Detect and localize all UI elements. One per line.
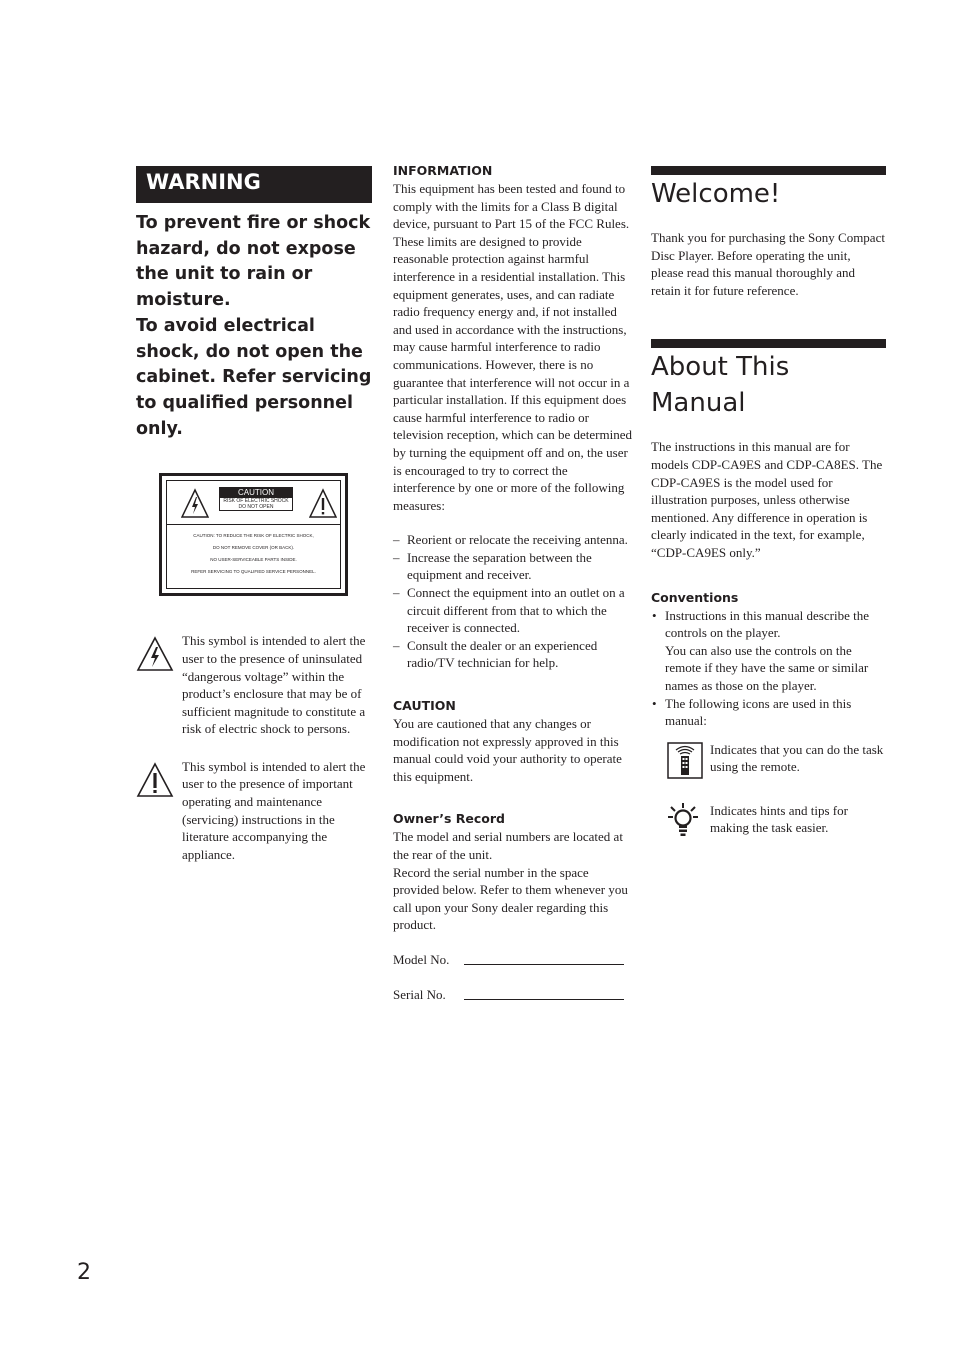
caution-caption-title: CAUTION bbox=[220, 488, 292, 498]
welcome-column bbox=[651, 166, 886, 843]
model-number-label: Model No. bbox=[393, 951, 450, 967]
caution-caption bbox=[219, 487, 293, 511]
exclamation-symbol-text: This symbol is intended to alert the user to the presence of important operating and maintenance (servicing) instructions in the literature accompanying the appliance. bbox=[182, 758, 366, 862]
light-bulb-icon bbox=[667, 802, 699, 838]
exclamation-triangle-icon bbox=[136, 762, 174, 798]
warning-heading: WARNING bbox=[136, 166, 372, 203]
caution-label-text bbox=[167, 525, 340, 578]
remote-icon-text: Indicates that you can do the task using the remote. bbox=[710, 741, 884, 775]
serial-number-blank bbox=[464, 986, 624, 1000]
lightning-symbol-note bbox=[136, 632, 372, 738]
caution-label-line2: DO NOT REMOVE COVER (OR BACK). bbox=[212, 545, 295, 551]
owners-record-body2: Record the serial number in the space provided below. Refer to them whenever you call upon your Sony dealer regarding this product. bbox=[393, 864, 628, 933]
list-item: – Reorient or relocate the receiving antenna. bbox=[393, 531, 633, 549]
lightning-triangle-icon bbox=[136, 636, 174, 672]
warning-statement bbox=[136, 211, 372, 442]
serial-number-field bbox=[393, 986, 633, 1004]
about-rule bbox=[651, 339, 886, 348]
model-number-blank bbox=[464, 951, 624, 965]
warning-line-fire: To prevent fire or shock hazard, do not expose the unit to rain or moisture. bbox=[136, 213, 371, 311]
remote-control-icon bbox=[667, 741, 703, 779]
serial-number-label: Serial No. bbox=[393, 986, 446, 1002]
conventions-bullet1a: Instructions in this manual describe the controls on the player. bbox=[665, 607, 869, 641]
caution-caption-line2: DO NOT OPEN bbox=[238, 504, 274, 511]
conventions-list bbox=[651, 607, 886, 730]
warning-column bbox=[136, 166, 372, 863]
caution-caption-line1: RISK OF ELECTRIC SHOCK bbox=[223, 498, 289, 505]
list-item: – Increase the separation between the equipment and receiver. bbox=[393, 549, 633, 584]
measures-list bbox=[393, 531, 633, 672]
list-item: – Connect the equipment into an outlet on a circuit different from that to which the receiver is connected. bbox=[393, 584, 633, 637]
warning-line-shock: To avoid electrical shock, do not open the cabinet. Refer servicing to qualified personnel only. bbox=[136, 315, 372, 439]
list-item bbox=[651, 607, 886, 695]
caution-heading: CAUTION bbox=[393, 698, 456, 714]
page-number: 2 bbox=[77, 1260, 91, 1285]
welcome-title: Welcome! bbox=[651, 179, 781, 209]
lightning-symbol-text: This symbol is intended to alert the user to the presence of uninsulated “dangerous voltage” within the product’s enclosure that may be of sufficient magnitude to constitute a risk of electric shock to persons. bbox=[182, 633, 366, 737]
welcome-rule bbox=[651, 166, 886, 175]
information-heading: INFORMATION bbox=[393, 163, 493, 178]
about-title: About This Manual bbox=[651, 352, 790, 419]
list-item: – Consult the dealer or an experienced radio/TV technician for help. bbox=[393, 637, 633, 672]
conventions-bullet1b: You can also use the controls on the remote if they have the same or similar names as those on the player. bbox=[665, 642, 869, 693]
caution-label bbox=[159, 473, 348, 596]
information-body: This equipment has been tested and found to comply with the limits for a Class B digital device, pursuant to Part 15 of the FCC Rules. These limits are designed to provide reasonable protection against harmful interference in a residential installation. This equipment generates, uses, and can radiate radio frequency energy and, if not installed and used in accordance with the instructions, may cause harmful interference to radio communications. However, there is no guarantee that interference will not occur in a particular installation. If this equipment does cause harmful interference to radio or television reception, which can be determined by turning the equipment off and on, the user is encouraged to try to correct the interference by one or more of the following measures: bbox=[393, 181, 632, 513]
remote-icon-legend bbox=[651, 741, 886, 784]
about-body: The instructions in this manual are for models CDP-CA9ES and CDP-CA8ES. The CDP-CA9ES is the model used for illustration purposes, unless otherwise mentioned. Any difference in operation is clearly indicated in the text, for example, “CDP-CA9ES only.” bbox=[651, 439, 883, 560]
exclamation-symbol-note bbox=[136, 758, 372, 864]
caution-label-line1: CAUTION: TO REDUCE THE RISK OF ELECTRIC SHOCK, bbox=[193, 533, 314, 539]
caution-label-line3: NO USER-SERVICEABLE PARTS INSIDE. bbox=[210, 557, 297, 563]
caution-body: You are cautioned that any changes or modification not expressly approved in this manual could void your authority to operate this equipment. bbox=[393, 716, 622, 784]
lightning-triangle-icon bbox=[181, 488, 209, 518]
exclamation-triangle-icon bbox=[309, 488, 337, 518]
information-column bbox=[393, 162, 633, 1003]
list-item: • The following icons are used in this manual: bbox=[651, 695, 886, 730]
model-number-field bbox=[393, 951, 633, 969]
tips-icon-legend bbox=[651, 802, 886, 843]
welcome-body: Thank you for purchasing the Sony Compact Disc Player. Before operating the unit, please read this manual thoroughly and retain it for future reference. bbox=[651, 230, 885, 298]
conventions-heading: Conventions bbox=[651, 589, 739, 605]
owners-record-heading: Owner’s Record bbox=[393, 811, 505, 827]
caution-label-line4: REFER SERVICING TO QUALIFIED SERVICE PERSONNEL. bbox=[191, 569, 316, 575]
tips-icon-text: Indicates hints and tips for making the task easier. bbox=[710, 802, 848, 836]
owners-record-body1: The model and serial numbers are located at the rear of the unit. bbox=[393, 829, 623, 862]
